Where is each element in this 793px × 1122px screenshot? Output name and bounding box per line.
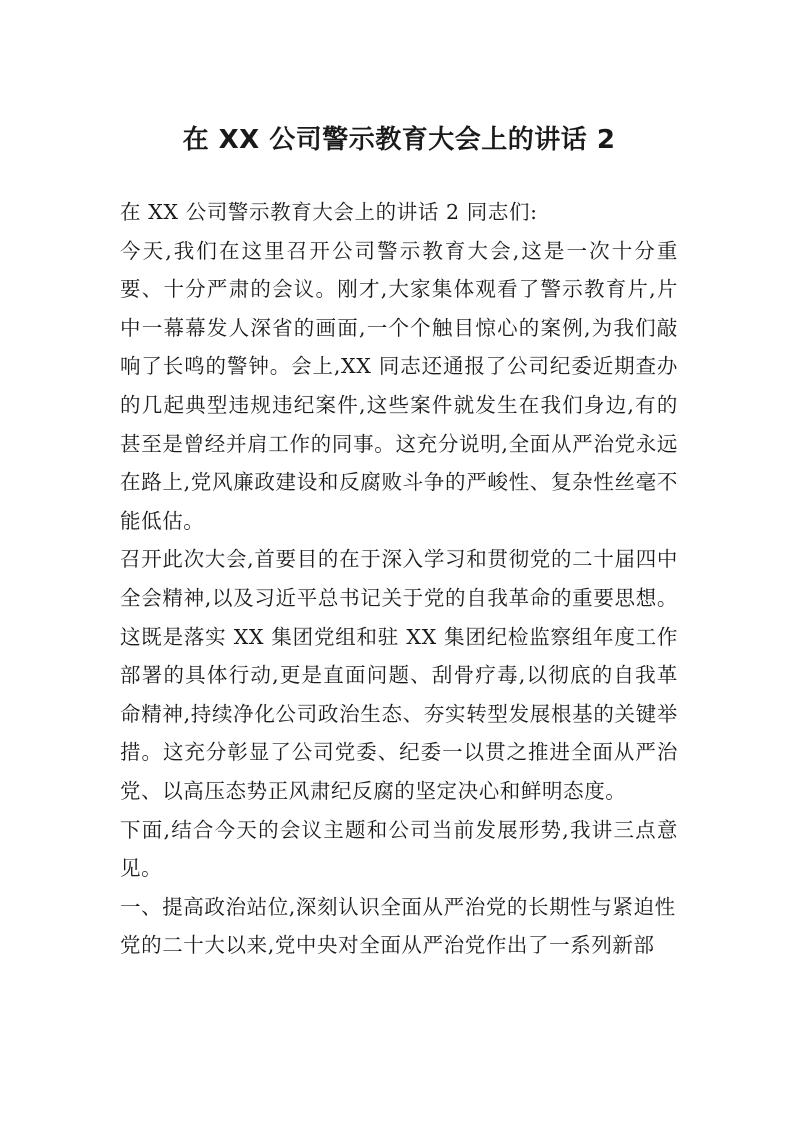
paragraph-section-1: 党的二十大以来,党中央对全面从严治党作出了一系列新部 bbox=[120, 933, 655, 958]
paragraph-transition: 下面,结合今天的会议主题和公司当前发展形势,我讲三点意见。 bbox=[120, 817, 678, 881]
section-heading-1: 一、提高政治站位,深刻认识全面从严治党的长期性与紧迫性 bbox=[120, 894, 676, 919]
document-title: 在 XX 公司警示教育大会上的讲话 2 bbox=[182, 125, 616, 155]
document-body bbox=[120, 193, 678, 965]
paragraph-greeting: 在 XX 公司警示教育大会上的讲话 2 同志们: bbox=[120, 200, 538, 224]
paragraph-purpose: 召开此次大会,首要目的在于深入学习和贯彻党的二十届四中全会精神,以及习近平总书记关于党的自我革命的重要思想。这既是落实 XX 集团党组和驻 XX 集团纪检监察组年度工作部署的具体行动,更是直面问题、刮骨疗毒,以彻底的自我革命精神,持续净化公司政治生态、夯实转型发展根基的关键举措。这充分彰显了公司党委、纪委一以贯之推进全面从严治党、以高压态势正风肃纪反腐的坚定决心和鲜明态度。 bbox=[120, 547, 678, 803]
paragraph-opening: 今天,我们在这里召开公司警示教育大会,这是一次十分重要、十分严肃的会议。刚才,大家集体观看了警示教育片,片中一幕幕发人深省的画面,一个个触目惊心的案例,为我们敲响了长鸣的警钟。会上,XX 同志还通报了公司纪委近期查办的几起典型违规违纪案件,这些案件就发生在我们身边,有的甚至是曾经并肩工作的同事。这充分说明,全面从严治党永远在路上,党风廉政建设和反腐败斗争的严峻性、复杂性丝毫不能低估。 bbox=[120, 238, 678, 533]
